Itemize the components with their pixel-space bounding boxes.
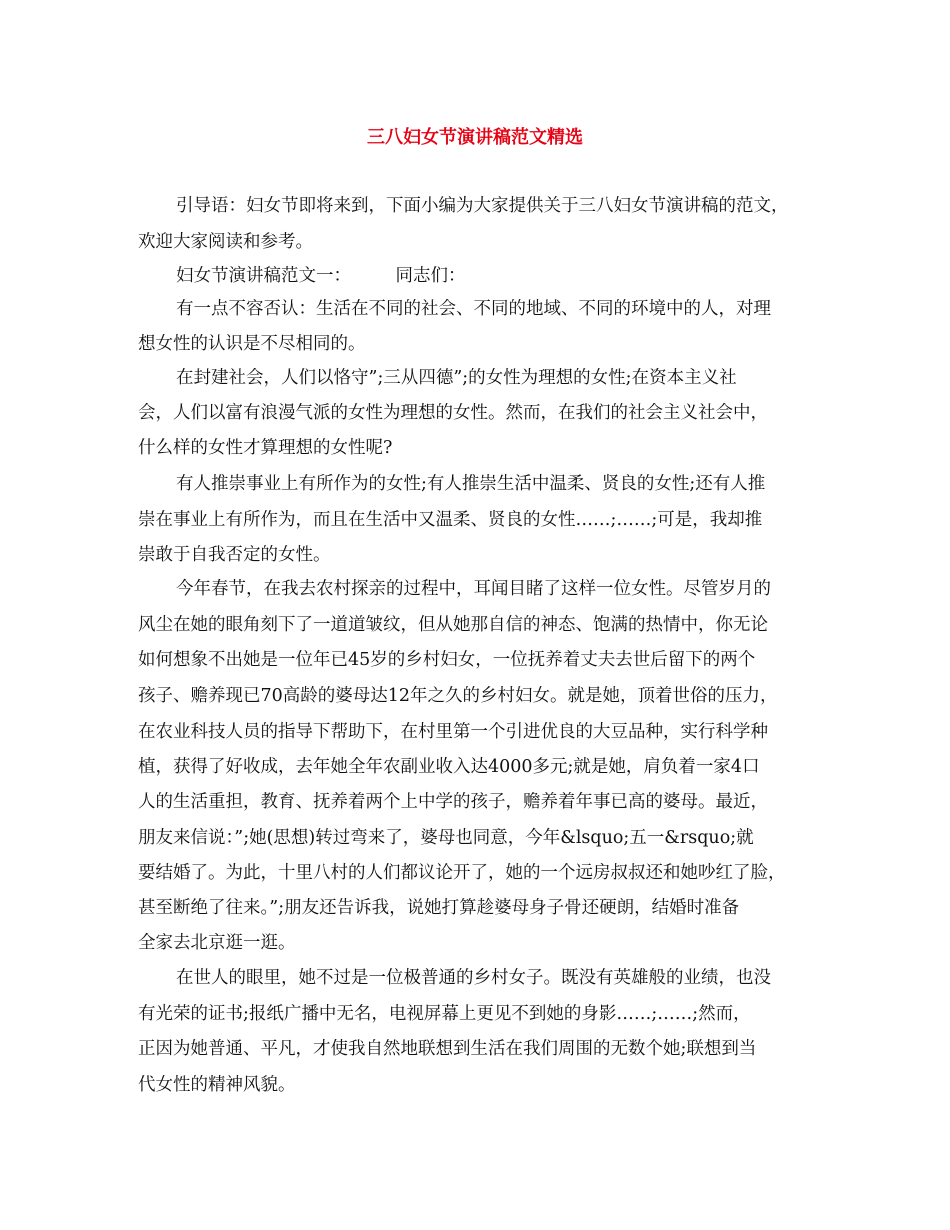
paragraph-line: 会，人们以富有浪漫气派的女性为理想的女性。然而，在我们的社会主义社会中， xyxy=(138,403,768,423)
paragraph-line: 有人推崇事业上有所作为的女性;有人推崇生活中温柔、贤良的女性;还有人推 xyxy=(176,474,766,494)
paragraph-line: 有一点不容否认：生活在不同的社会、不同的地域、不同的环境中的人，对理 xyxy=(176,299,771,319)
paragraph-line: 植，获得了好收成，去年她全年农副业收入达4000多元;就是她，肩负着一家4口 xyxy=(138,757,760,777)
paragraph-line: 代女性的精神风貌。 xyxy=(138,1075,296,1095)
paragraph-line: 要结婚了。为此，十里八村的人们都议论开了，她的一个远房叔叔还和她吵红了脸， xyxy=(138,863,786,883)
paragraph-line: 正因为她普通、平凡，才使我自然地联想到生活在我们周围的无数个她;联想到当 xyxy=(138,1039,757,1059)
paragraph-line: 在封建社会，人们以恪守”;三从四德”;的女性为理想的女性;在资本主义社 xyxy=(176,368,737,388)
paragraph-line: 崇敢于自我否定的女性。 xyxy=(138,545,331,565)
paragraph-line: 在世人的眼里，她不过是一位极普通的乡村女子。既没有英雄般的业绩，也没 xyxy=(176,968,771,988)
paragraph-line: 在农业科技人员的指导下帮助下，在村里第一个引进优良的大豆品种，实行科学种 xyxy=(138,722,768,742)
paragraph-line: 人的生活重担，教育、抚养着两个上中学的孩子，赡养着年事已高的婆母。最近， xyxy=(138,792,768,812)
paragraph-line: 如何想象不出她是一位年已45岁的乡村妇女，一位抚养着丈夫去世后留下的两个 xyxy=(138,650,756,670)
paragraph-line: 孩子、赡养现已70高龄的婆母达12年之久的乡村妇女。就是她，顶着世俗的压力， xyxy=(138,686,778,706)
document-title: 三八妇女节演讲稿范文精选 xyxy=(367,127,583,148)
paragraph-line: 有光荣的证书;报纸广播中无名，电视屏幕上更见不到她的身影……;……;然而， xyxy=(138,1004,751,1024)
paragraph-line: 朋友来信说：”;她(思想)转过弯来了，婆母也同意，今年&lsquo;五一&rsquo;就 xyxy=(138,828,754,848)
paragraph-line: 妇女节演讲稿范文一： 同志们： xyxy=(176,266,466,286)
paragraph-line: 今年春节，在我去农村探亲的过程中，耳闻目睹了这样一位女性。尽管岁月的 xyxy=(176,579,771,599)
paragraph-line: 甚至断绝了往来。”;朋友还告诉我，说她打算趁婆母身子骨还硬朗，结婚时准备 xyxy=(138,898,740,918)
paragraph-line: 什么样的女性才算理想的女性呢? xyxy=(138,438,393,458)
paragraph-line: 欢迎大家阅读和参考。 xyxy=(138,232,313,252)
paragraph-line: 崇在事业上有所作为，而且在生活中又温柔、贤良的女性……;……;可是，我却推 xyxy=(138,510,763,530)
paragraph-line: 风尘在她的眼角刻下了一道道皱纹，但从她那自信的神态、饱满的热情中，你无论 xyxy=(138,615,768,635)
paragraph-line: 想女性的认识是不尽相同的。 xyxy=(138,334,366,354)
paragraph-line: 引导语：妇女节即将来到，下面小编为大家提供关于三八妇女节演讲稿的范文， xyxy=(176,196,789,216)
paragraph-line: 全家去北京逛一逛。 xyxy=(138,933,296,953)
